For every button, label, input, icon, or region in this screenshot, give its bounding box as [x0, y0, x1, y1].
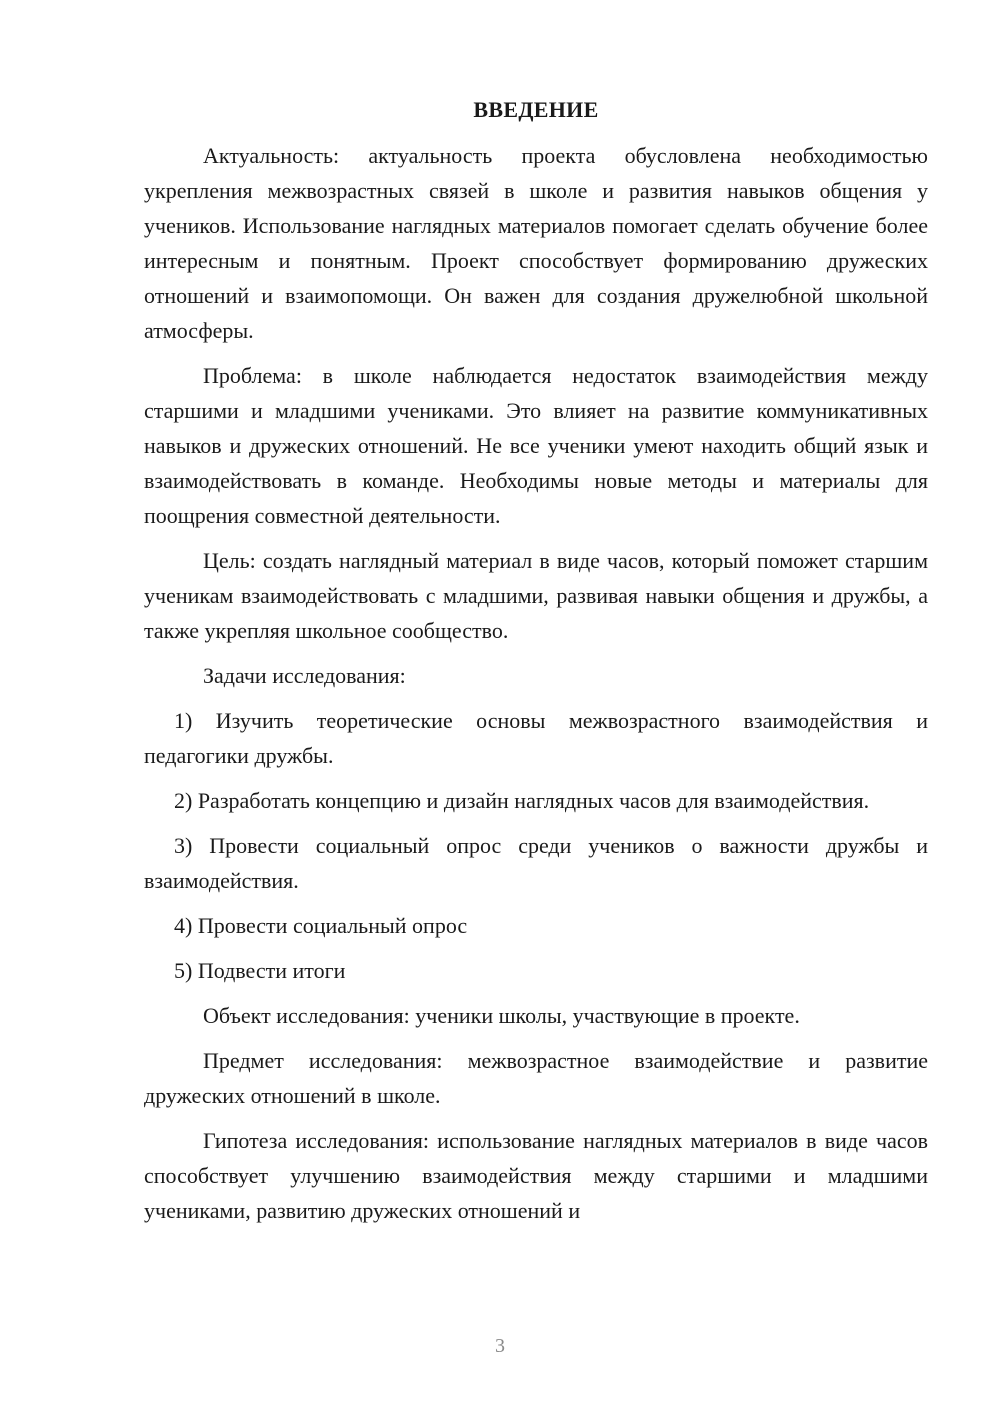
section-title: ВВЕДЕНИЕ: [473, 97, 599, 122]
paragraph-goal: Цель: создать наглядный материал в виде часов, который поможет старшим ученикам взаимодействовать с младшими, развивая навыки общения и дружбы, а также укрепляя школьное сообщество.: [144, 548, 928, 643]
task-item: 3) Провести социальный опрос среди учеников о важности дружбы и взаимодействия.: [144, 833, 928, 893]
paragraph-problem: Проблема: в школе наблюдается недостаток взаимодействия между старшими и младшими учениками. Это влияет на развитие коммуникативных навыков и дружеских отношений. Не все ученики умеют находить общий язык и взаимодействовать в команде. Необходимы новые методы и материалы для поощрения совместной деятельности.: [144, 363, 928, 528]
page-number: 3: [495, 1335, 505, 1357]
task-item: 2) Разработать концепцию и дизайн наглядных часов для взаимодействия.: [174, 788, 870, 813]
paragraph-subject: Предмет исследования: межвозрастное взаимодействие и развитие дружеских отношений в школе.: [144, 1048, 928, 1108]
paragraph-hypothesis: Гипотеза исследования: использование наглядных материалов в виде часов способствует улучшению взаимодействия между старшими и младшими учениками, развитию дружеских отношений и: [144, 1128, 928, 1223]
task-item: 5) Подвести итоги: [174, 958, 346, 983]
paragraph-tasks-heading: Задачи исследования:: [203, 663, 406, 688]
paragraph-object: Объект исследования: ученики школы, участвующие в проекте.: [203, 1003, 800, 1028]
paragraph-relevance: Актуальность: актуальность проекта обусловлена необходимостью укрепления межвозрастных связей в школе и развития навыков общения у учеников. Использование наглядных материалов помогает сделать обучение более интересным и понятным. Проект способствует формированию дружеских отношений и взаимопомощи. Он важен для создания дружелюбной школьной атмосферы.: [144, 143, 928, 343]
page-content: [144, 94, 928, 1238]
task-item: 1) Изучить теоретические основы межвозрастного взаимодействия и педагогики дружбы.: [144, 708, 928, 768]
task-item: 4) Провести социальный опрос: [174, 913, 468, 938]
